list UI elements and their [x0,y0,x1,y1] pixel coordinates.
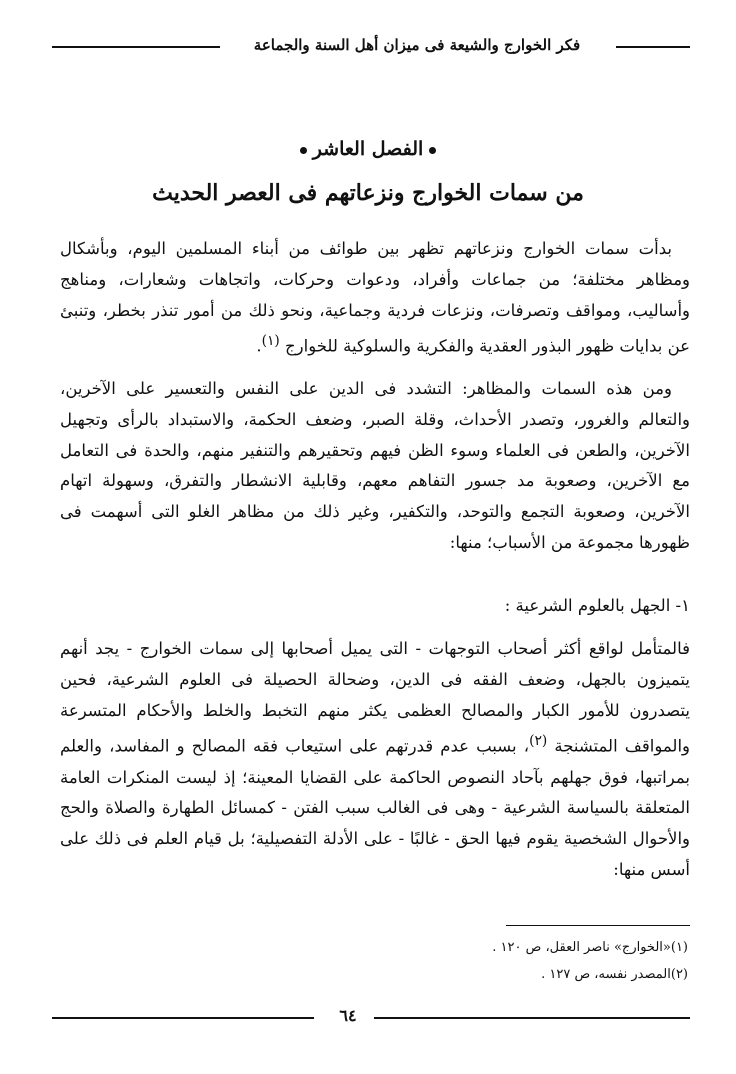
footnotes [492,934,688,988]
footnote-separator [506,925,690,926]
paragraph-3 [60,634,690,886]
running-title: فكر الخوارج والشيعة فى ميزان أهل السنة والجماعة [253,36,581,54]
paragraph-2 [60,374,690,559]
header-rule-right [616,46,690,48]
header-rule-left [52,46,220,48]
chapter-heading [0,138,736,160]
paragraph-3-text-a: فالمتأمل لواقع أكثر أصحاب التوجهات - التى يميل أصحابها إلى سمات الخوارج - يجد أنهم يتميزون بالجهل، وضعف الفقه فى الدين، وضحالة الحصيلة فى العلوم الشرعية، فحين يتصدرون للأمور الكبار والمصالح العظمى يكثر منهم التخبط والخلط والأحكام المتسرعة والمواقف المتشنجة [60,639,690,756]
subheading-ignorance: ١- الجهل بالعلوم الشرعية : [504,596,690,615]
footnote-1: (١)«الخوارج» ناصر العقل، ص ١٢٠ . [492,940,688,955]
paragraph-1-text: بدأت سمات الخوارج ونزعاتهم تظهر بين طوائف من أبناء المسلمين اليوم، وبأشكال ومظاهر مختلفة؛ من جماعات وأفراد، ودعوات وحركات، واتجاهات وشعارات، ومناهج وأساليب، ومواقف وتصرفات، ونزعات فردية وجماعية، ونحو ذلك من أمور تنذر بخطر، وتنبئ عن بدايات ظهور البذور العقدية والفكرية والسلوكية للخوارج [60,239,690,356]
bullet-dot-right [429,147,436,154]
bullet-dot-left [300,147,307,154]
paragraph-1: بدأت سمات الخوارج ونزعاتهم تظهر بين طوائف من أبناء المسلمين اليوم، وبأشكال ومظاهر مختلفة؛ من جماعات وأفراد، ودعوات وحركات، واتجاهات وشعارات، ومناهج وأساليب، ومواقف وتصرفات، ونزعات فردية وجماعية، ونحو ذلك من أمور تنذر بخطر، وتنبئ عن بدايات ظهور البذور العقدية والفكرية والسلوكية للخوارج $^{(١)}$. [60,239,690,356]
footer-rule-right [374,1017,690,1019]
page-number: ٦٤ [339,1006,357,1025]
paragraph-3-text-b: ، بسبب عدم قدرتهم على استيعاب فقه المصالح و المفاسد، والعلم بمراتبها، فوق جهلهم بآحاد النصوص الحاكمة على القضايا المعينة؛ إذ ليست المنكرات العامة المتعلقة بالسياسة الشرعية - وهى فى الغالب سبب الفتن - كمسائل الطهارة والصلاة والحج والأحوال الشخصية يقوم فيها الحق - غالبًا - على الأدلة التفصيلية؛ بل قيام العلم فى ذلك على أسس منها: [60,736,690,880]
footer-rule-left [52,1017,314,1019]
footnote-ref-2: (٢) [529,733,548,750]
footnote-ref-1: (١) [261,333,280,350]
footnote-2: (٢)المصدر نفسه، ص ١٢٧ . [541,967,688,982]
running-header [52,36,690,58]
chapter-title: الفصل العاشر [312,138,424,160]
section-title: من سمات الخوارج ونزعاتهم فى العصر الحديث [152,180,584,206]
page-footer [52,1006,690,1028]
paragraph-2-text: ومن هذه السمات والمظاهر: التشدد فى الدين على النفس والتعسير على الآخرين، والتعالم والغرور، وتصدر الأحداث، وقلة الصبر، وضعف الحكمة، والاستبداد بالرأى وتجهيل الآخرين، والطعن فى العلماء وسوء الظن فيهم وتحقيرهم والتنفير منهم، والحدة فى التعامل مع الآخرين، وصعوبة مد جسور التفاهم معهم، وقابلية الانشطار والتفرق، وسهولة اتهام الآخرين، وصعوبة التجمع والتوحد، والتكفير، وغير ذلك من مظاهر الغلو التى أسهمت فى ظهورها مجموعة من الأسباب؛ منها: [60,379,690,552]
